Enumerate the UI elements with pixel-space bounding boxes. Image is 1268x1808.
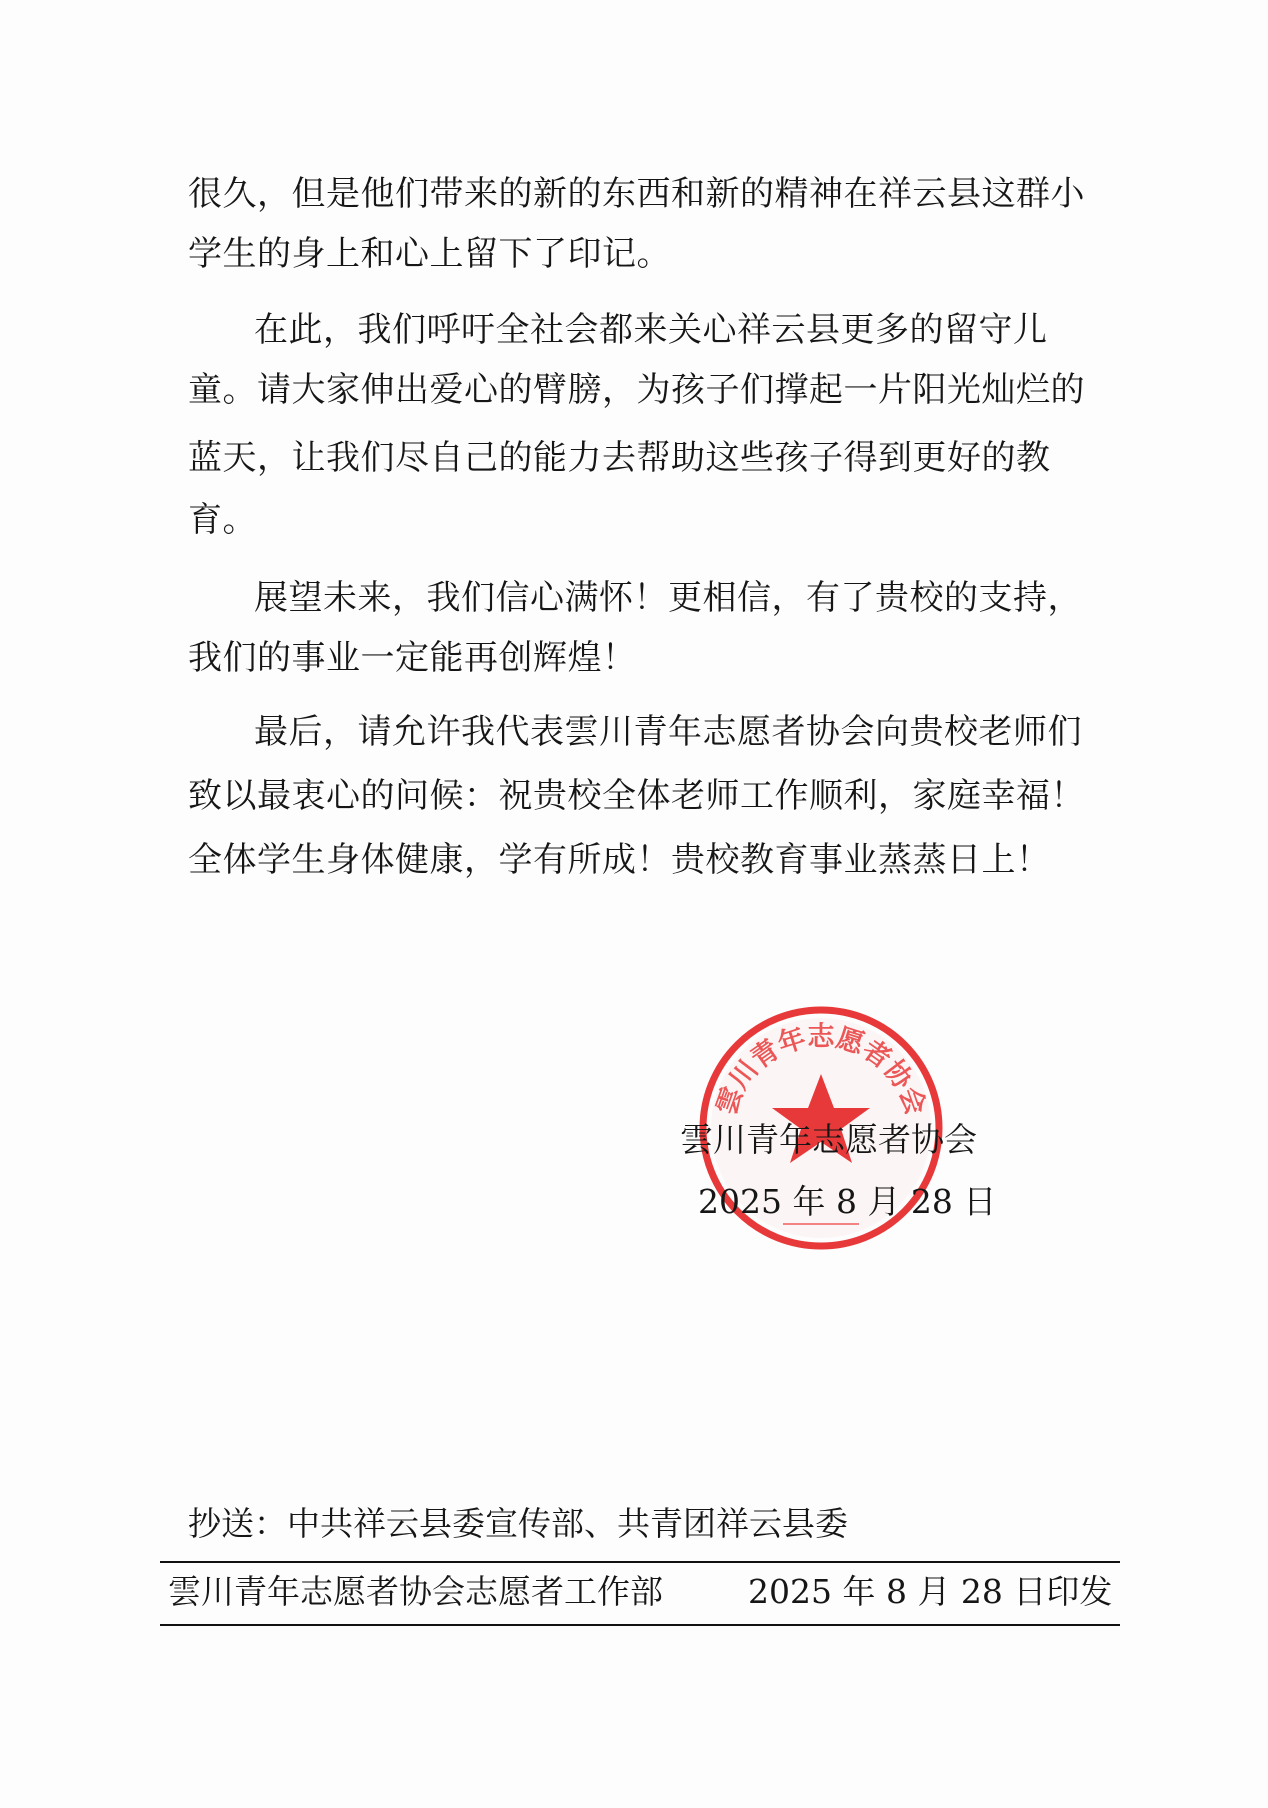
- body-line-9: 最后，请允许我代表雲川青年志愿者协会向贵校老师们: [254, 712, 1082, 752]
- signature-date: 2025 年 8 月 28 日: [698, 1182, 997, 1221]
- body-line-5: 蓝天，让我们尽自己的能力去帮助这些孩子得到更好的教: [188, 438, 1051, 478]
- body-line-7: 展望未来，我们信心满怀！更相信，有了贵校的支持，: [254, 578, 1082, 618]
- body-line-4: 童。请大家伸出爱心的臂膀，为孩子们撑起一片阳光灿烂的: [188, 370, 1085, 410]
- body-line-2: 学生的身上和心上留下了印记。: [188, 234, 671, 274]
- footer-issuer: 雲川青年志愿者协会志愿者工作部: [168, 1572, 663, 1611]
- signature-organization: 雲川青年志愿者协会: [680, 1120, 977, 1159]
- body-line-10: 致以最衷心的问候：祝贵校全体老师工作顺利，家庭幸福！: [188, 776, 1085, 816]
- seal-arc-textpath: 雲川青年志愿者协会: [710, 1021, 932, 1119]
- body-line-6: 育。: [188, 500, 257, 540]
- body-line-3: 在此，我们呼吁全社会都来关心祥云县更多的留守儿: [254, 310, 1048, 350]
- body-line-1: 很久，但是他们带来的新的东西和新的精神在祥云县这群小: [188, 174, 1085, 214]
- footer-top-rule: [160, 1561, 1120, 1563]
- footer-bottom-rule: [160, 1624, 1120, 1626]
- cc-recipients: 抄送：中共祥云县委宣传部、共青团祥云县委: [188, 1504, 848, 1543]
- footer-issue-date: 2025 年 8 月 28 日印发: [748, 1572, 1113, 1611]
- body-line-11: 全体学生身体健康，学有所成！贵校教育事业蒸蒸日上！: [188, 840, 1051, 880]
- body-line-8: 我们的事业一定能再创辉煌！: [188, 638, 637, 678]
